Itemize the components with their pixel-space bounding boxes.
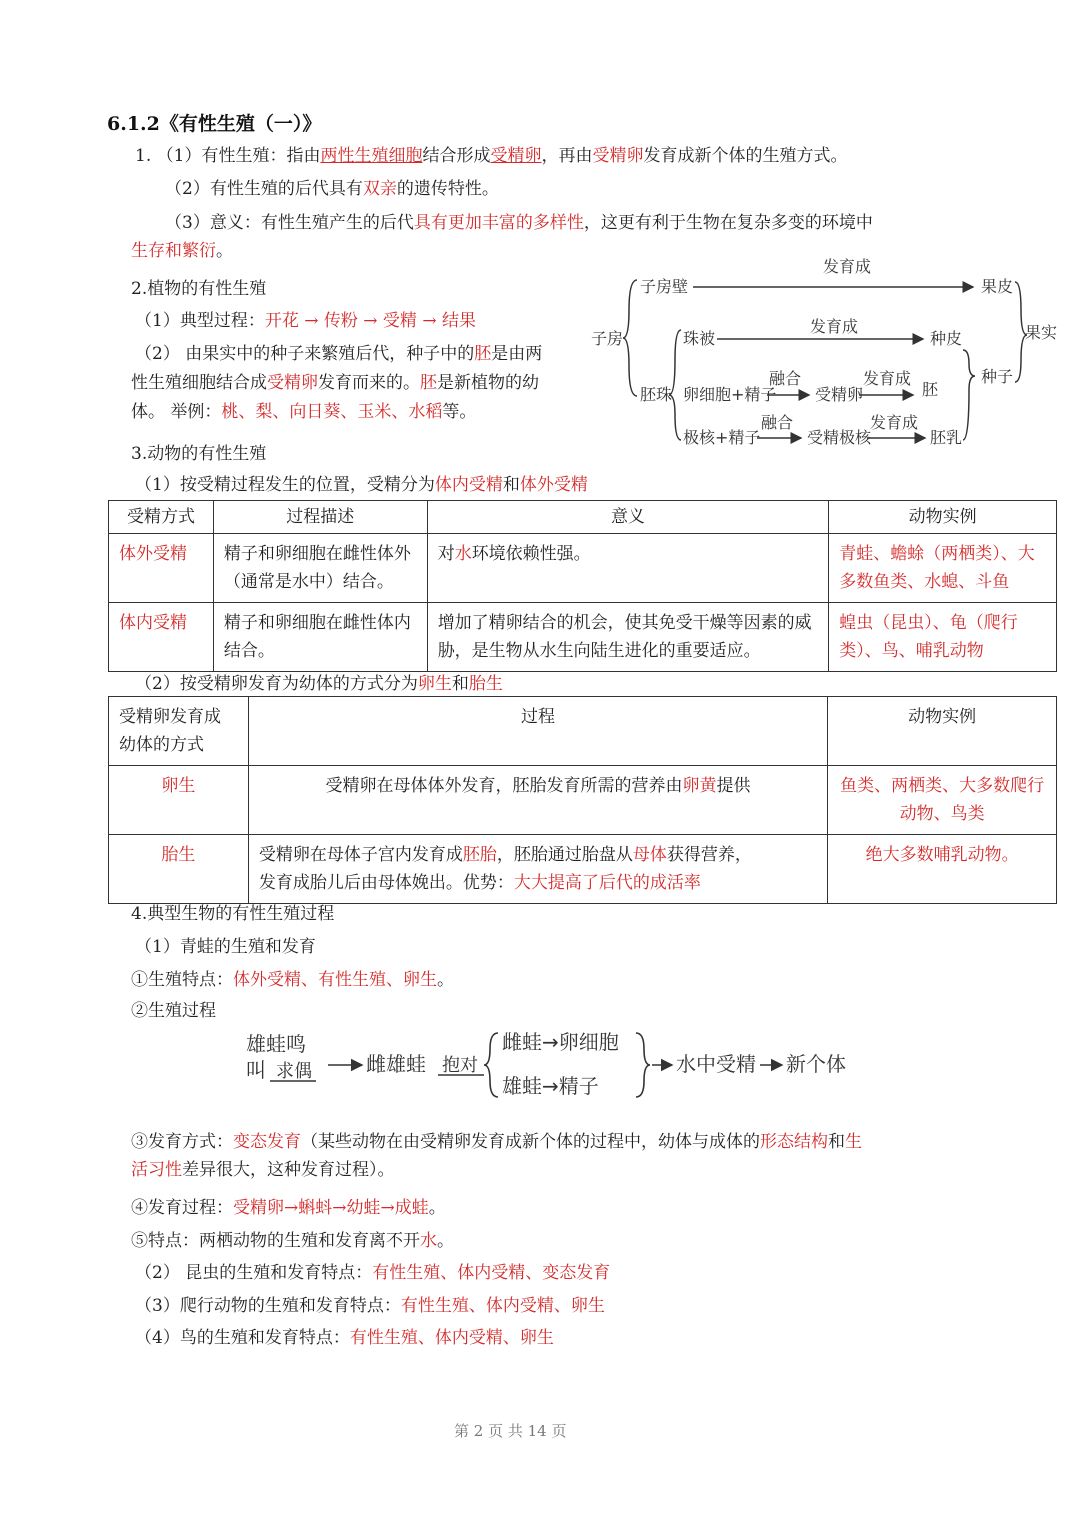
table-header: 动物实例 <box>829 501 1057 534</box>
sec2-p3: 性生殖细胞结合成受精卵发育而来的。胚是新植物的幼 <box>131 373 539 393</box>
node-zhongpi: 种皮 <box>930 329 963 348</box>
fertilization-table <box>108 500 1057 672</box>
flow-a1: 雄蛙鸣 <box>246 1032 306 1056</box>
sec1-line1: 1. （1）有性生殖：指由两性生殖细胞结合形成受精卵，再由受精卵发育成新个体的生殖方式。 <box>135 146 848 166</box>
table-header-row <box>109 501 1057 534</box>
sec2-process: （1）典型过程：开花 → 传粉 → 受精 → 结果 <box>135 311 476 331</box>
node-pei: 胚 <box>922 380 939 399</box>
node-guoshi: 果实 <box>1025 323 1058 342</box>
table-cell: 受精卵在母体体外发育，胚胎发育所需的营养由卵黄提供 <box>248 766 827 835</box>
table-cell: 蝗虫（昆虫）、龟（爬行类）、鸟、哺乳动物 <box>829 603 1057 672</box>
flow-e: 水中受精 <box>676 1052 756 1076</box>
sec2-p2: （2） 由果实中的种子来繁殖后代，种子中的胚是由两 <box>135 344 543 364</box>
frog-reproduction-flow <box>240 1025 880 1105</box>
sec2-heading: 2.植物的有性生殖 <box>131 279 267 299</box>
table-cell: 体内受精 <box>109 603 214 672</box>
label-ronghe-2: 融合 <box>761 413 794 432</box>
table-cell: 精子和卵细胞在雌性体外（通常是水中）结合。 <box>213 534 427 603</box>
sec4-heading: 4.典型生物的有性生殖过程 <box>131 904 335 924</box>
label-fayucheng-1: 发育成 <box>823 257 872 276</box>
sec1-line3: （3）意义：有性生殖产生的后代具有更加丰富的多样性，这更有利于生物在复杂多变的环境中 <box>165 213 873 233</box>
label-fayucheng-3: 发育成 <box>863 369 912 388</box>
node-peizhu: 胚珠 <box>640 385 673 404</box>
sec4-characteristics: ⑤特点：两栖动物的生殖和发育离不开水。 <box>131 1231 454 1251</box>
development-table <box>108 696 1057 904</box>
node-shoujingluan: 受精卵 <box>815 385 864 404</box>
node-guopi: 果皮 <box>981 277 1014 296</box>
table-cell: 青蛙、蟾蜍（两栖类）、大多数鱼类、水螅、斗鱼 <box>829 534 1057 603</box>
table-row <box>109 835 1057 904</box>
table-row <box>109 603 1057 672</box>
sec3-p2: （2）按受精卵发育为幼体的方式分为卵生和胎生 <box>135 674 503 694</box>
table-cell: 绝大多数哺乳动物。 <box>828 835 1057 904</box>
table-header: 意义 <box>427 501 829 534</box>
flow-c: 抱对 <box>442 1055 478 1076</box>
node-peiru: 胚乳 <box>930 428 963 447</box>
table-cell: 卵生 <box>109 766 249 835</box>
flow-b: 雌雄蛙 <box>366 1052 426 1076</box>
sec4-dev-process: ④发育过程：受精卵→蝌蚪→幼蛙→成蛙。 <box>131 1198 446 1218</box>
node-luanxibao: 卵细胞+精子 <box>683 385 777 404</box>
table-cell: 对水环境依赖性强。 <box>427 534 829 603</box>
node-jihe: 极核+精子 <box>683 428 761 447</box>
table-row <box>109 766 1057 835</box>
page-number: 第 2 页 共 14 页 <box>454 1422 567 1440</box>
table-header: 受精方式 <box>109 501 214 534</box>
node-zhongzi: 种子 <box>981 367 1014 386</box>
label-fayucheng-4: 发育成 <box>870 413 919 432</box>
sec4-features: ①生殖特点：体外受精、有性生殖、卵生。 <box>131 970 454 990</box>
table-header-row <box>109 697 1057 766</box>
node-zifang: 子房 <box>591 329 624 348</box>
sec2-p4: 体。 举例：桃、梨、向日葵、玉米、水稻等。 <box>131 402 477 422</box>
sec4-birds: （4）鸟的生殖和发育特点：有性生殖、体内受精、卵生 <box>135 1328 554 1348</box>
sec4-process-label: ②生殖过程 <box>131 1001 216 1021</box>
table-cell: 增加了精卵结合的机会，使其免受干燥等因素的威胁，是生物从水生向陆生进化的重要适应。 <box>427 603 829 672</box>
flow-d1: 雌蛙→卵细胞 <box>502 1030 619 1054</box>
sec1-line4: 生存和繁衍。 <box>131 241 233 261</box>
table-header: 过程描述 <box>213 501 427 534</box>
page-title: 6.1.2《有性生殖（一）》 <box>107 113 322 135</box>
table-cell: 鱼类、两栖类、大多数爬行动物、鸟类 <box>828 766 1057 835</box>
plant-reproduction-diagram <box>585 250 1065 455</box>
table-cell: 受精卵在母体子宫内发育成胚胎，胚胎通过胎盘从母体获得营养， 发育成胎儿后由母体娩出。优势：大大提高了后代的成活率 <box>248 835 827 904</box>
table-header: 动物实例 <box>828 697 1057 766</box>
sec3-p1: （1）按受精过程发生的位置，受精分为体内受精和体外受精 <box>135 475 588 495</box>
label-ronghe-1: 融合 <box>769 369 802 388</box>
table-row <box>109 534 1057 603</box>
sec4-insects: （2） 昆虫的生殖和发育特点：有性生殖、体内受精、变态发育 <box>135 1263 611 1283</box>
flow-a3: 求偶 <box>276 1061 312 1082</box>
table-cell: 精子和卵细胞在雌性体内结合。 <box>213 603 427 672</box>
flow-a2: 叫 <box>246 1058 266 1082</box>
brace-zhongzi <box>963 350 975 440</box>
sec3-heading: 3.动物的有性生殖 <box>131 444 267 464</box>
flow-f: 新个体 <box>786 1052 846 1076</box>
table-cell: 胎生 <box>109 835 249 904</box>
brace-zifang <box>623 280 637 396</box>
table-header: 过程 <box>248 697 827 766</box>
sec4-dev-line2: 活习性差异很大，这种发育过程）。 <box>131 1160 395 1180</box>
node-zhubei: 珠被 <box>683 329 716 348</box>
table-header: 受精卵发育成幼体的方式 <box>109 697 249 766</box>
label-fayucheng-2: 发育成 <box>810 317 859 336</box>
sec4-frog: （1）青蛙的生殖和发育 <box>135 937 316 957</box>
table-cell: 体外受精 <box>109 534 214 603</box>
sec4-reptiles: （3）爬行动物的生殖和发育特点：有性生殖、体内受精、卵生 <box>135 1296 605 1316</box>
flow-d2: 雄蛙→精子 <box>502 1074 599 1098</box>
sec4-dev-line1: ③发育方式：变态发育（某些动物在由受精卵发育成新个体的过程中，幼体与成体的形态结构和生 <box>131 1132 862 1152</box>
node-zifangbi: 子房壁 <box>640 277 689 296</box>
node-shoujingjihe: 受精极核 <box>807 428 872 447</box>
sec1-line2: （2）有性生殖的后代具有双亲的遗传特性。 <box>165 179 499 199</box>
